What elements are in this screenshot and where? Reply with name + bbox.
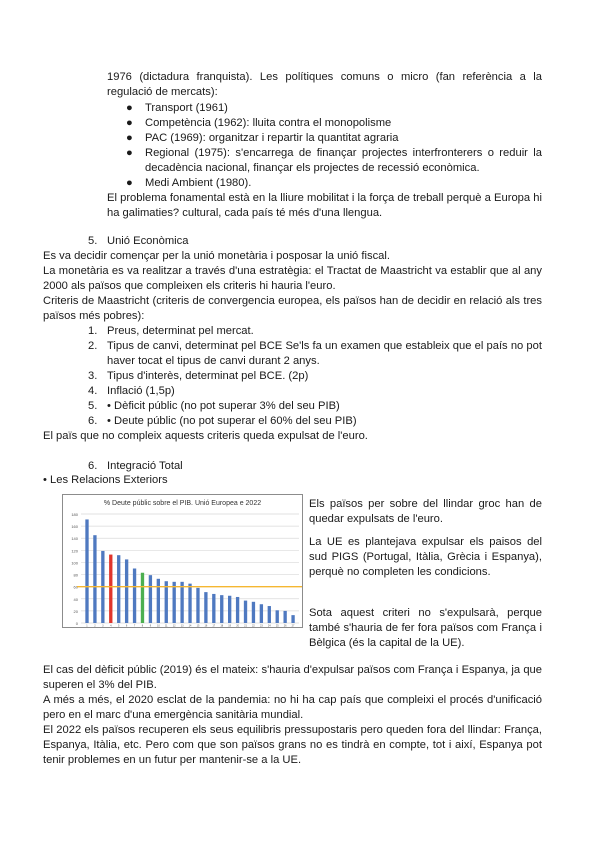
x-tick-label: 6 [125,624,128,627]
x-tick-label: 5 [118,624,120,627]
bar [204,592,207,623]
y-tick-label: 60 [73,584,78,590]
bar [157,579,160,623]
y-tick-label: 180 [71,512,78,517]
x-tick-label: 1 [86,624,88,627]
bar [212,594,215,623]
chart-title: % Deute públic sobre el PIB. Unió Europea e 2022 [103,500,262,507]
bar [149,575,152,623]
bar [173,582,176,623]
list-item: 1. Preus, determinat pel mercat. [88,325,254,337]
x-tick-label: 10 [156,624,160,627]
y-tick-label: 20 [73,608,78,614]
bar [141,573,144,623]
x-tick-label: 18 [220,624,224,627]
bar [283,611,286,623]
bar [188,584,191,623]
bar [93,535,96,623]
bar [268,606,271,623]
section-6-subheading: • Les Relacions Exteriors [43,474,168,486]
section-5-paragraph-3: Criteris de Maastricht (criteris de convergencia europea, els països han de decidir en relació als tres països més pobres): [43,295,542,322]
bar [117,555,120,623]
list-item: 5. • Dèficit públic (no pot superar 3% del seu PIB) [88,400,340,412]
y-tick-label: 160 [71,524,78,530]
closing-paragraph-2: A més a més, el 2020 esclat de la pandemia: no hi ha cap país que compleixi el procés d'unificació pero en el marc d'una emergència sanitària mundial. [43,694,542,721]
bar [228,596,231,623]
chart-caption-2: La UE es plantejava expulsar els paisos del sud PIGS (Portugal, Itàlia, Grècia i Espanya), perquè no completen les condicions. [309,536,542,578]
bullet-icon: ● [126,147,133,159]
list-item: ● Medi Ambient (1980). [126,177,252,189]
section-5-paragraph-2: La monetària es va realitzar a través d'una estratègia: el Tractat de Maastricht va establir que al any 2000 als països que compleixen els criteris hi hauria l'euro. [43,265,542,292]
bar [196,588,199,623]
bar [125,559,128,623]
x-tick-label: 13 [180,624,184,627]
bar [85,519,88,623]
bar [260,604,263,623]
list-item: 2. Tipus de canvi, determinat pel BCE Se'ls fa un examen que estableix que el país no pot haver tocat el tipus de canvi durant 2 anys. [88,340,542,367]
chart-plot [63,495,302,627]
list-item: ● Regional (1975): s'encarrega de finançar projectes interfronterers o reduir la decadència nacional, finançar els projectes de recessió econòmica. [126,147,542,174]
x-tick-label: 14 [188,624,192,627]
bar [220,595,223,623]
x-tick-label: 12 [172,624,176,627]
section-5-paragraph-4: El païs que no compleix aquests criteris queda expulsat de l'euro. [43,430,368,442]
x-tick-label: 21 [244,624,247,627]
section-5-heading: 5. Unió Econòmica [88,235,189,247]
closing-paragraph-3: El 2022 els països recuperen els seus equilibris pressupostaris pero queden fora del llindar: França, Espanya, Itàlia, etc. Pero com que son països grans no es tindrà en compte, tot i així, Espanya pot tenir problemes en un futur per mantenir-se a la UE. [43,724,542,766]
bar [236,597,239,623]
x-tick-label: 23 [259,624,263,627]
x-tick-label: 22 [252,624,255,627]
chart-caption-3: Sota aquest criteri no s'expulsarà, perque també s'hauria de fer fora països com França i Bèlgica (és la capital de la UE). [309,607,542,649]
bar [180,582,183,623]
section-5-paragraph-1: Es va decidir començar per la unió monetària i posposar la unió fiscal. [43,250,390,262]
x-tick-label: 3 [102,624,104,627]
bullet-icon: ● [126,177,133,189]
chart-caption-1: Els països per sobre del llindar groc han de quedar expulsats de l'euro. [309,498,542,525]
y-tick-label: 140 [71,536,78,542]
y-tick-label: 40 [73,596,78,602]
list-item: 4. Inflació (1,5p) [88,385,175,397]
y-tick-label: 80 [73,572,78,578]
x-tick-label: 11 [164,624,168,627]
y-tick-label: 0 [75,621,78,626]
list-item: ● Transport (1961) [126,102,228,114]
x-tick-label: 4 [110,624,112,627]
x-tick-label: 15 [196,624,200,627]
bar [109,555,112,623]
y-tick-label: 100 [71,560,78,566]
x-tick-label: 17 [212,624,216,627]
x-tick-label: 8 [141,624,144,627]
x-tick-label: 9 [149,624,152,627]
list-item: ● Competència (1962): lluita contra el monopolisme [126,117,392,129]
bar [252,602,255,623]
x-tick-label: 24 [267,624,271,627]
x-tick-label: 27 [291,624,295,627]
bar [133,569,136,624]
bar [276,610,279,623]
closing-paragraph-1: El cas del dèficit públic (2019) és el mateix: s'hauria d'expulsar països com França i Espanya, ja que superen el 3% del PIB. [43,664,542,691]
debt-chart [62,494,303,628]
list-item: 3. Tipus d'interès, determinat pel BCE. (2p) [88,370,309,382]
intro-closing-paragraph: El problema fonamental està en la lliure mobilitat i la força de treball perquè a Europa hi ha galimaties? cultural, cada país té més d'una llengua. [107,192,542,219]
bullet-icon: ● [126,102,133,114]
x-tick-label: 20 [236,624,239,627]
bar [165,581,168,623]
intro-paragraph: 1976 (dictadura franquista). Les polítiques comuns o micro (fan referència a la regulació de mercats): [107,71,542,98]
bar [291,615,294,623]
x-tick-label: 19 [228,624,232,627]
y-tick-label: 120 [71,548,78,554]
x-tick-label: 7 [133,624,136,627]
list-item: 6. • Deute públic (no pot superar el 60% del seu PIB) [88,415,357,427]
bullet-icon: ● [126,132,133,144]
bullet-icon: ● [126,117,133,129]
section-6-heading: 6. Integració Total [88,460,183,472]
x-tick-label: 26 [283,624,287,627]
list-item: ● PAC (1969): organitzar i repartir la quantitat agraria [126,132,399,144]
x-tick-label: 25 [275,624,279,627]
x-tick-label: 16 [204,624,208,627]
x-tick-label: 2 [94,624,96,627]
bar [244,601,247,623]
